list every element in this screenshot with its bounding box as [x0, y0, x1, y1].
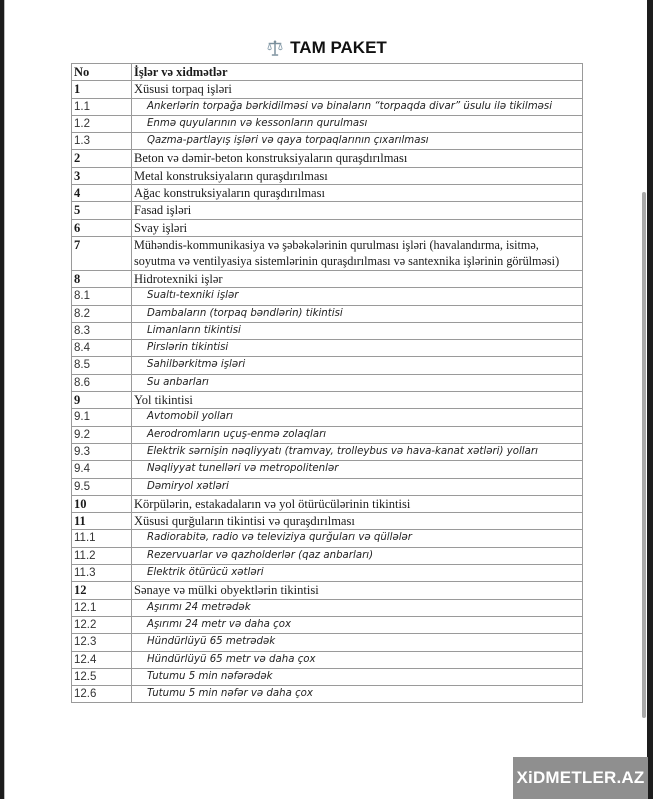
row-service: Radiorabitə, radio və televiziya qurğuları və qüllələr [132, 530, 583, 547]
row-service: Tutumu 5 min nəfərədək [132, 668, 583, 685]
row-service: Svay işləri [132, 219, 583, 236]
row-service: Nəqliyyat tunelləri və metropolitenlər [132, 461, 583, 478]
table-subrow [72, 443, 583, 460]
row-service: Fasad işləri [132, 202, 583, 219]
row-service: Körpülərin, estakadaların və yol ötürücülərinin tikintisi [132, 495, 583, 512]
row-number: 9.4 [72, 461, 132, 478]
row-service: Sənaye və mülki obyektlərin tikintisi [132, 582, 583, 599]
row-number: 8.4 [72, 340, 132, 357]
table-subrow [72, 565, 583, 582]
row-service: Elektrik sərnişin nəqliyyatı (tramvay, trolleybus və hava-kanat xətləri) yolları [132, 443, 583, 460]
row-number: 1.2 [72, 115, 132, 132]
row-service: Aşırımı 24 metr və daha çox [132, 616, 583, 633]
table-row [72, 513, 583, 530]
row-service: Ağac konstruksiyaların quraşdırılması [132, 185, 583, 202]
row-number: 12 [72, 582, 132, 599]
row-service: Pirslərin tikintisi [132, 340, 583, 357]
row-number: 12.3 [72, 634, 132, 651]
row-number: 9 [72, 392, 132, 409]
row-service: Rezervuarlar və qazholderlər (qaz anbarları) [132, 547, 583, 564]
row-service: Yol tikintisi [132, 392, 583, 409]
table-subrow [72, 322, 583, 339]
table-row [72, 392, 583, 409]
table-subrow [72, 461, 583, 478]
table-subrow [72, 478, 583, 495]
row-number: 2 [72, 150, 132, 167]
table-row [72, 219, 583, 236]
row-number: 12.4 [72, 651, 132, 668]
row-service: Qazma-partlayış işləri və qaya torpaqlarının çıxarılması [132, 133, 583, 150]
table-subrow [72, 651, 583, 668]
row-number: 11 [72, 513, 132, 530]
row-number: 12.6 [72, 686, 132, 703]
page-title [0, 36, 653, 60]
services-table [71, 63, 583, 703]
header-no: No [72, 64, 132, 81]
row-service: Su anbarları [132, 374, 583, 391]
table-subrow [72, 305, 583, 322]
row-service: Elektrik ötürücü xətləri [132, 565, 583, 582]
table-subrow [72, 340, 583, 357]
row-number: 6 [72, 219, 132, 236]
title-text: TAM PAKET [290, 38, 387, 57]
row-service: Aerodromların uçuş-enmə zolaqları [132, 426, 583, 443]
row-service: Dəmiryol xətləri [132, 478, 583, 495]
row-number: 9.3 [72, 443, 132, 460]
row-service: Hündürlüyü 65 metr və daha çox [132, 651, 583, 668]
table-row [72, 167, 583, 184]
balance-scale-icon [266, 39, 284, 57]
row-number: 4 [72, 185, 132, 202]
table-subrow [72, 115, 583, 132]
table-subrow [72, 357, 583, 374]
row-number: 1.3 [72, 133, 132, 150]
table-subrow [72, 530, 583, 547]
table-row [72, 582, 583, 599]
row-service: Limanların tikintisi [132, 322, 583, 339]
row-number: 12.2 [72, 616, 132, 633]
row-number: 7 [72, 236, 132, 270]
table-row [72, 202, 583, 219]
table-subrow [72, 668, 583, 685]
table-subrow [72, 288, 583, 305]
table-header-row [72, 64, 583, 81]
row-number: 11.3 [72, 565, 132, 582]
table-subrow [72, 374, 583, 391]
row-number: 3 [72, 167, 132, 184]
row-service: Hündürlüyü 65 metrədək [132, 634, 583, 651]
table-row [72, 495, 583, 512]
table-row [72, 270, 583, 287]
row-number: 9.2 [72, 426, 132, 443]
table-subrow [72, 426, 583, 443]
header-services: İşlər və xidmətlər [132, 64, 583, 81]
row-service: Enmə quyularının və kessonların qurulması [132, 115, 583, 132]
row-service: Mühəndis-kommunikasiya və şəbəkələrinin qurulması işləri (havalandırma, isitmə, soyutma və ventilyasiya sistemlərinin quraşdırılması və santexnika işlərinin görülməsi) [132, 236, 583, 270]
row-service: Avtomobil yolları [132, 409, 583, 426]
row-service: Hidrotexniki işlər [132, 270, 583, 287]
row-service: Sualtı-texniki işlər [132, 288, 583, 305]
row-number: 11.2 [72, 547, 132, 564]
row-number: 1 [72, 81, 132, 98]
row-number: 1.1 [72, 98, 132, 115]
row-number: 10 [72, 495, 132, 512]
row-number: 9.1 [72, 409, 132, 426]
table-row [72, 236, 583, 270]
table-subrow [72, 599, 583, 616]
row-number: 8.2 [72, 305, 132, 322]
table-subrow [72, 409, 583, 426]
row-service: Tutumu 5 min nəfər və daha çox [132, 686, 583, 703]
row-service: Beton və dəmir-beton konstruksiyaların quraşdırılması [132, 150, 583, 167]
table-subrow [72, 616, 583, 633]
row-service: Xüsusi qurğuların tikintisi və quraşdırılması [132, 513, 583, 530]
row-number: 12.5 [72, 668, 132, 685]
row-number: 8 [72, 270, 132, 287]
row-service: Metal konstruksiyaların quraşdırılması [132, 167, 583, 184]
row-number: 5 [72, 202, 132, 219]
table-subrow [72, 547, 583, 564]
table-row [72, 185, 583, 202]
table-subrow [72, 98, 583, 115]
row-number: 8.6 [72, 374, 132, 391]
site-watermark: XiDMETLER.AZ [513, 757, 648, 799]
row-service: Aşırımı 24 metrədək [132, 599, 583, 616]
row-number: 12.1 [72, 599, 132, 616]
row-service: Dambaların (torpaq bəndlərin) tikintisi [132, 305, 583, 322]
table-row [72, 81, 583, 98]
row-number: 11.1 [72, 530, 132, 547]
row-service: Xüsusi torpaq işləri [132, 81, 583, 98]
row-service: Sahilbərkitmə işləri [132, 357, 583, 374]
table-subrow [72, 133, 583, 150]
row-service: Ankerlərin torpağa bərkidilməsi və binaların “torpaqda divar” üsulu ilə tikilməsi [132, 98, 583, 115]
table-subrow [72, 634, 583, 651]
row-number: 8.1 [72, 288, 132, 305]
row-number: 9.5 [72, 478, 132, 495]
row-number: 8.3 [72, 322, 132, 339]
scrollbar-thumb[interactable] [642, 192, 646, 718]
table-row [72, 150, 583, 167]
window-left-border [4, 0, 5, 799]
row-number: 8.5 [72, 357, 132, 374]
table-subrow [72, 686, 583, 703]
window-right-edge [647, 0, 653, 799]
